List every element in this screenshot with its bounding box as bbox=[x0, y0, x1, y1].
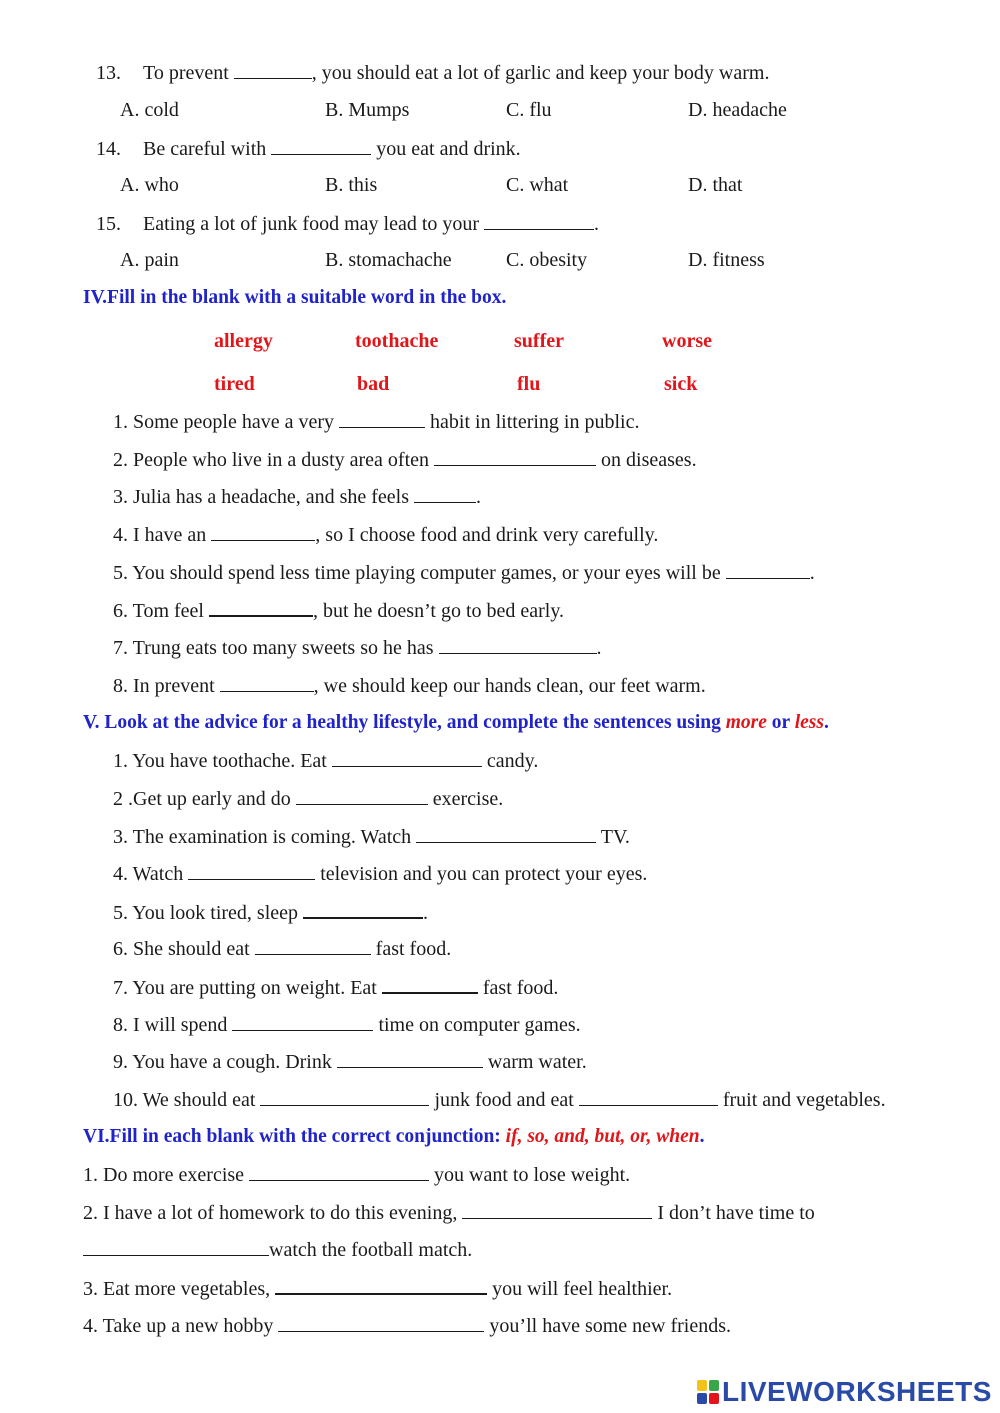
option-b[interactable]: B. stomachache bbox=[325, 249, 452, 271]
brand-name: LIVEWORKSHEETS bbox=[722, 1376, 992, 1407]
section-v-item-3: 3. The examination is coming. Watch TV. bbox=[113, 826, 630, 848]
word-box-item: bad bbox=[357, 373, 390, 395]
section-v-item-7: 7. You are putting on weight. Eat fast food. bbox=[113, 974, 558, 1000]
section-iv-item-8: 8. In prevent , we should keep our hands clean, our feet warm. bbox=[113, 675, 706, 697]
section-iv-item-3: 3. Julia has a headache, and she feels . bbox=[113, 486, 481, 508]
answer-blank[interactable] bbox=[303, 899, 423, 919]
answer-blank[interactable] bbox=[211, 522, 315, 541]
answer-blank[interactable] bbox=[234, 60, 312, 79]
answer-blank[interactable] bbox=[484, 211, 594, 230]
section-iv-item-7: 7. Trung eats too many sweets so he has . bbox=[113, 637, 602, 659]
option-a[interactable]: A. pain bbox=[120, 249, 179, 271]
section-vi-item-1: 1. Do more exercise you want to lose weight. bbox=[83, 1164, 631, 1186]
answer-blank[interactable] bbox=[462, 1200, 652, 1219]
section-vi-title: VI.Fill in each blank with the correct conjunction: if, so, and, but, or, when. bbox=[83, 1126, 705, 1147]
answer-blank[interactable] bbox=[434, 447, 596, 466]
section-v-item-5: 5. You look tired, sleep . bbox=[113, 899, 428, 925]
answer-blank[interactable] bbox=[339, 409, 425, 428]
answer-blank[interactable] bbox=[382, 974, 478, 994]
word-box-item: allergy bbox=[214, 330, 273, 352]
section-v-item-6: 6. She should eat fast food. bbox=[113, 938, 452, 960]
section-v-item-8: 8. I will spend time on computer games. bbox=[113, 1014, 581, 1036]
word-box-item: flu bbox=[517, 373, 541, 395]
answer-blank[interactable] bbox=[249, 1162, 429, 1181]
answer-blank[interactable] bbox=[220, 673, 314, 692]
option-a[interactable]: A. cold bbox=[120, 99, 179, 121]
answer-blank[interactable] bbox=[278, 1313, 484, 1332]
option-b[interactable]: B. this bbox=[325, 174, 378, 196]
answer-blank[interactable] bbox=[275, 1275, 487, 1295]
question-15: 15. Eating a lot of junk food may lead to your . bbox=[96, 213, 600, 235]
answer-blank[interactable] bbox=[414, 484, 476, 503]
option-d[interactable]: D. that bbox=[688, 174, 743, 196]
word-box-item: worse bbox=[662, 330, 712, 352]
section-v-item-9: 9. You have a cough. Drink warm water. bbox=[113, 1051, 587, 1073]
section-iv-item-4: 4. I have an , so I choose food and drink very carefully. bbox=[113, 524, 659, 546]
section-v-item-4: 4. Watch television and you can protect your eyes. bbox=[113, 863, 648, 885]
answer-blank[interactable] bbox=[296, 786, 428, 805]
section-vi-item-2: 2. I have a lot of homework to do this evening, I don’t have time to bbox=[83, 1202, 815, 1224]
question-14: 14. Be careful with you eat and drink. bbox=[96, 138, 521, 160]
word-box-item: toothache bbox=[355, 330, 439, 352]
answer-blank[interactable] bbox=[260, 1087, 429, 1106]
section-iv-title: IV.Fill in the blank with a suitable word in the box. bbox=[83, 287, 507, 308]
option-c[interactable]: C. what bbox=[506, 174, 569, 196]
liveworksheets-logo bbox=[697, 1377, 992, 1407]
answer-blank[interactable] bbox=[332, 748, 482, 767]
answer-blank[interactable] bbox=[83, 1237, 269, 1256]
logo-mark-icon bbox=[697, 1380, 719, 1404]
option-d[interactable]: D. fitness bbox=[688, 249, 765, 271]
word-box-item: suffer bbox=[514, 330, 564, 352]
answer-blank[interactable] bbox=[188, 861, 315, 880]
answer-blank[interactable] bbox=[416, 824, 596, 843]
option-c[interactable]: C. obesity bbox=[506, 249, 588, 271]
word-box-item: sick bbox=[664, 373, 698, 395]
section-iv-item-1: 1. Some people have a very habit in littering in public. bbox=[113, 411, 640, 433]
answer-blank[interactable] bbox=[337, 1049, 483, 1068]
answer-blank[interactable] bbox=[255, 936, 371, 955]
section-vi-item-2-continued: watch the football match. bbox=[83, 1237, 472, 1262]
section-v-title: V. Look at the advice for a healthy lifestyle, and complete the sentences using more or less. bbox=[83, 712, 829, 733]
option-d[interactable]: D. headache bbox=[688, 99, 787, 121]
answer-blank[interactable] bbox=[579, 1087, 718, 1106]
option-c[interactable]: C. flu bbox=[506, 99, 552, 121]
answer-blank[interactable] bbox=[726, 560, 810, 579]
section-iv-item-5: 5. You should spend less time playing computer games, or your eyes will be . bbox=[113, 562, 815, 584]
word-box-item: tired bbox=[214, 373, 255, 395]
answer-blank[interactable] bbox=[439, 635, 597, 654]
section-vi-item-4: 4. Take up a new hobby you’ll have some new friends. bbox=[83, 1315, 732, 1337]
option-a[interactable]: A. who bbox=[120, 174, 179, 196]
section-v-item-2: 2 .Get up early and do exercise. bbox=[113, 788, 504, 810]
question-13: 13. To prevent , you should eat a lot of garlic and keep your body warm. bbox=[96, 62, 770, 84]
answer-blank[interactable] bbox=[209, 597, 313, 617]
option-b[interactable]: B. Mumps bbox=[325, 99, 410, 121]
section-iv-item-2: 2. People who live in a dusty area often on diseases. bbox=[113, 449, 697, 471]
section-v-item-1: 1. You have toothache. Eat candy. bbox=[113, 750, 539, 772]
section-iv-item-6: 6. Tom feel , but he doesn’t go to bed early. bbox=[113, 597, 564, 623]
answer-blank[interactable] bbox=[232, 1012, 373, 1031]
section-vi-item-3: 3. Eat more vegetables, you will feel healthier. bbox=[83, 1275, 672, 1301]
section-v-item-10: 10. We should eat junk food and eat fruit and vegetables. bbox=[113, 1089, 886, 1111]
answer-blank[interactable] bbox=[271, 136, 371, 155]
